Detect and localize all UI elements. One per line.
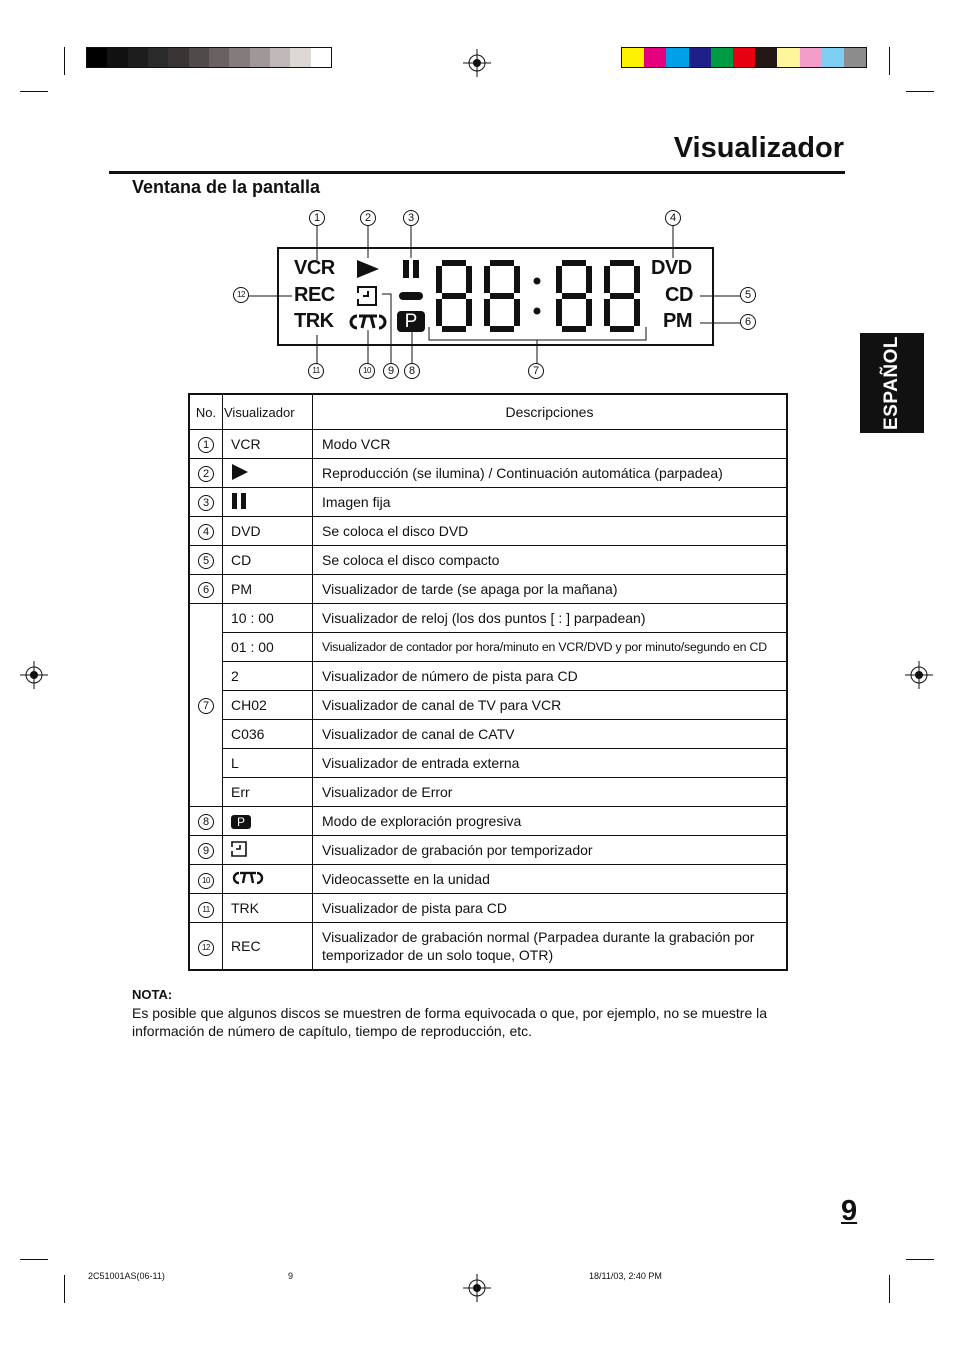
callout-9: 9 (198, 843, 214, 859)
row-description-cell: Modo VCR (313, 430, 788, 459)
callout-1: 1 (198, 437, 214, 453)
callout-3: 3 (403, 210, 419, 226)
row-display-cell: VCR (223, 430, 313, 459)
row-description-cell: Visualizador de reloj (los dos puntos [ : ] parpadean) (313, 604, 788, 633)
lcd-label-cd: CD (665, 284, 693, 306)
registration-mark-icon (20, 661, 48, 689)
table-row (189, 778, 787, 807)
callout-9: 9 (383, 363, 399, 379)
row-number-cell (189, 923, 223, 971)
callout-1: 1 (309, 210, 325, 226)
digit-segment (634, 299, 640, 326)
callout-6: 6 (740, 314, 756, 330)
digit-segment (610, 260, 634, 266)
row-display-cell: 2 (223, 662, 313, 691)
digit-segment (484, 299, 490, 326)
note-heading: NOTA: (132, 987, 173, 1002)
digit-segment (556, 299, 562, 326)
row-number-cell (189, 865, 223, 894)
digit-segment (562, 293, 586, 299)
callout-10: 10 (198, 873, 214, 889)
row-description-cell: Visualizador de Error (313, 778, 788, 807)
row-display-cell: CD (223, 546, 313, 575)
digit-segment (514, 266, 520, 293)
section-subtitle: Ventana de la pantalla (132, 177, 321, 197)
callout-11: 11 (308, 363, 324, 379)
digit-segment (562, 326, 586, 332)
digit-segment (604, 266, 610, 293)
lcd-label-trk: TRK (294, 310, 334, 332)
row-display-cell (223, 488, 313, 517)
table-row (189, 807, 787, 836)
row-display-cell: CH02 (223, 691, 313, 720)
row-number-cell (189, 894, 223, 923)
play-icon (356, 259, 380, 279)
footer-code: 2C51001AS(06-11) (88, 1271, 165, 1281)
lcd-dash (399, 292, 423, 300)
row-description-cell: Visualizador de entrada externa (313, 749, 788, 778)
lcd-label-pm: PM (663, 310, 692, 332)
row-display-cell: PM (223, 575, 313, 604)
table-row (189, 836, 787, 865)
seven-segment-display (430, 257, 645, 335)
row-description-cell: Visualizador de grabación por temporizador (313, 836, 788, 865)
table-row (189, 923, 787, 971)
progressive-p-icon: P (231, 815, 251, 829)
callout-3: 3 (198, 495, 214, 511)
lcd-label-vcr: VCR (294, 257, 335, 279)
row-display-cell: 01 : 00 (223, 633, 313, 662)
table-row (189, 546, 787, 575)
trim-mark (20, 1259, 48, 1260)
row-description-cell: Reproducción (se ilumina) / Continuación automática (parpadea) (313, 459, 788, 488)
row-display-cell: 10 : 00 (223, 604, 313, 633)
callout-7: 7 (528, 363, 544, 379)
callout-4: 4 (665, 210, 681, 226)
trim-mark (889, 1275, 890, 1303)
row-display-cell (223, 836, 313, 865)
row-display-cell (223, 807, 313, 836)
table-row (189, 517, 787, 546)
language-tab-label: ESPAÑOL (881, 336, 902, 430)
progressive-p-icon: P (397, 311, 425, 332)
row-number-cell (189, 546, 223, 575)
digit-segment (466, 299, 472, 326)
digit-segment (634, 266, 640, 293)
callout-2: 2 (360, 210, 376, 226)
digit-segment (586, 266, 592, 293)
timer-icon (356, 285, 378, 307)
digit-segment (466, 266, 472, 293)
timer-icon (231, 841, 247, 857)
callout-8: 8 (198, 814, 214, 830)
row-number-cell (189, 807, 223, 836)
callout-8: 8 (404, 363, 420, 379)
row-description-cell: Visualizador de canal de CATV (313, 720, 788, 749)
row-display-cell: L (223, 749, 313, 778)
callout-7: 7 (198, 698, 214, 714)
callout-5: 5 (740, 287, 756, 303)
row-description-cell: Visualizador de grabación normal (Parpadea durante la grabación por temporizador de un solo toque, OTR) (313, 923, 788, 971)
row-display-cell: REC (223, 923, 313, 971)
row-display-cell (223, 865, 313, 894)
table-row (189, 575, 787, 604)
play-icon (231, 463, 249, 481)
row-number-cell (189, 575, 223, 604)
colon-dot (534, 278, 541, 285)
pause-icon (231, 492, 247, 510)
callout-4: 4 (198, 524, 214, 540)
lcd-label-rec: REC (294, 284, 335, 306)
row-description-cell: Se coloca el disco DVD (313, 517, 788, 546)
row-description-cell: Modo de exploración progresiva (313, 807, 788, 836)
header-no: No. (189, 394, 223, 430)
table-row (189, 459, 787, 488)
digit-segment (484, 266, 490, 293)
registration-mark-icon (905, 661, 933, 689)
row-display-cell: Err (223, 778, 313, 807)
table-row (189, 894, 787, 923)
digit-segment (556, 266, 562, 293)
digit-segment (436, 266, 442, 293)
row-description-cell: Visualizador de contador por hora/minuto en VCR/DVD y por minuto/segundo en CD (313, 633, 788, 662)
digit-segment (562, 260, 586, 266)
row-number-cell (189, 488, 223, 517)
table-row (189, 430, 787, 459)
table-row (189, 749, 787, 778)
table-row (189, 691, 787, 720)
table-row (189, 720, 787, 749)
cassette-icon (231, 871, 265, 885)
row-description-cell: Visualizador de tarde (se apaga por la mañana) (313, 575, 788, 604)
footer-date: 18/11/03, 2:40 PM (589, 1271, 662, 1281)
table-row (189, 633, 787, 662)
cassette-icon (347, 313, 389, 331)
digit-segment (490, 293, 514, 299)
digit-segment (436, 299, 442, 326)
table-row (189, 488, 787, 517)
pause-icon (402, 259, 420, 279)
trim-mark (64, 1275, 65, 1303)
row-display-cell: DVD (223, 517, 313, 546)
digit-segment (586, 299, 592, 326)
row-description-cell: Se coloca el disco compacto (313, 546, 788, 575)
table-row (189, 865, 787, 894)
row-display-cell (223, 459, 313, 488)
digit-segment (442, 293, 466, 299)
table-row (189, 604, 787, 633)
digit-segment (490, 260, 514, 266)
callout-12: 12 (233, 287, 249, 303)
table-header-row (189, 394, 787, 430)
callout-11: 11 (198, 902, 214, 918)
note-text: Es posible que algunos discos se muestren de forma equivocada o que, por ejemplo, no se muestre la información de número de capítulo, tiempo de reproducción, etc. (132, 1005, 768, 1039)
display-table (188, 393, 788, 971)
row-display-cell: TRK (223, 894, 313, 923)
footer-page: 9 (288, 1271, 294, 1281)
row-description-cell: Visualizador de pista para CD (313, 894, 788, 923)
row-display-cell: C036 (223, 720, 313, 749)
row-number-cell (189, 517, 223, 546)
trim-mark (906, 1259, 934, 1260)
row-number-cell (189, 430, 223, 459)
callout-2: 2 (198, 466, 214, 482)
row-number-cell (189, 836, 223, 865)
digit-segment (514, 299, 520, 326)
digit-segment (442, 326, 466, 332)
callout-12: 12 (198, 940, 214, 956)
digit-segment (604, 299, 610, 326)
table-row (189, 662, 787, 691)
row-number-cell (189, 459, 223, 488)
row-description-cell: Visualizador de número de pista para CD (313, 662, 788, 691)
digit-segment (610, 326, 634, 332)
row-number-cell (189, 604, 223, 807)
header-descriptions: Descripciones (313, 394, 788, 430)
colon-dot (534, 308, 541, 315)
callout-10: 10 (359, 363, 375, 379)
callout-6: 6 (198, 582, 214, 598)
header-display: Visualizador (223, 394, 313, 430)
row-description-cell: Visualizador de canal de TV para VCR (313, 691, 788, 720)
registration-mark-icon (463, 1274, 491, 1302)
lcd-label-dvd: DVD (651, 257, 692, 279)
digit-segment (610, 293, 634, 299)
row-description-cell: Imagen fija (313, 488, 788, 517)
page-title: Visualizador (673, 132, 844, 164)
page-number: 9 (841, 1195, 858, 1227)
digit-segment (490, 326, 514, 332)
digit-segment (442, 260, 466, 266)
row-description-cell: Videocassette en la unidad (313, 865, 788, 894)
callout-5: 5 (198, 553, 214, 569)
